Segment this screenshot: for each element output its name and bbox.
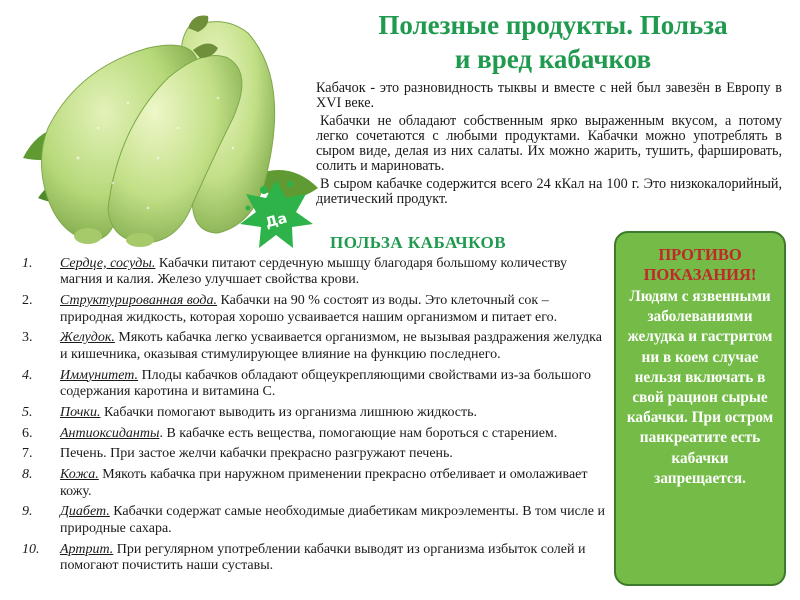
- item-term: Иммунитет.: [60, 367, 139, 383]
- benefits-heading: ПОЛЬЗА КАБАЧКОВ: [330, 233, 507, 252]
- item-text: Мякоть кабачка легко усваивается организмом, не вызывая раздражения желудка и кишечника, оказывая стимулирующее влияние на функцию последнего.: [60, 330, 602, 362]
- benefits-list: [22, 256, 610, 579]
- item-term: Артрит.: [60, 541, 114, 557]
- list-item: [22, 446, 610, 462]
- item-number: 3.: [22, 330, 33, 346]
- yes-badge-label: Да: [263, 210, 289, 232]
- contraindications-text: Людям с язвенными заболеваниями желудка и гастритом ни в коем случае нельзя включать в свой рацион сырые кабачки. При остром панкреатите есть кабачки запрещается.: [626, 288, 774, 487]
- item-text: Кабачки содержат самые необходимые диабетикам микроэлементы. В том числе и природные сахара.: [60, 504, 605, 536]
- item-term: Структурированная вода.: [60, 293, 218, 309]
- item-term: Желудок.: [60, 330, 115, 346]
- list-item: [22, 405, 610, 421]
- contraindications-panel: [614, 231, 786, 586]
- list-item: [22, 426, 610, 442]
- item-text: Плоды кабачков обладают общеукрепляющими свойствами из-за большого содержания каротина и витамина С.: [60, 367, 592, 400]
- list-item: [22, 368, 610, 401]
- item-number: 7.: [22, 446, 33, 462]
- list-item: [22, 467, 610, 500]
- item-text: Печень. При застое желчи кабачки прекрасно разгружают печень.: [60, 446, 453, 462]
- item-text: . В кабачке есть вещества, помогающие нам бороться с старением.: [159, 425, 558, 441]
- zucchini-illustration: [18, 8, 318, 253]
- contraindications-title-line2: ПОКАЗАНИЯ!: [643, 265, 757, 284]
- item-number: 9.: [22, 504, 33, 520]
- page-title-line1: Полезные продукты. Польза: [378, 10, 728, 40]
- intro-paragraph-2: Кабачки не обладают собственным ярко выраженным вкусом, а потому легко сочетаются с любыми продуктами. Кабачки можно употреблять в сыром виде, делая из них салаты. Их можно жарить, тушить, фаршировать, солить и мариновать.: [316, 112, 782, 175]
- item-number: 5.: [22, 404, 33, 420]
- item-term: Кожа.: [60, 467, 99, 483]
- intro-section: [316, 81, 782, 209]
- item-term: Сердце, сосуды.: [60, 256, 156, 271]
- intro-paragraph-1: Кабачок - это разновидность тыквы и вместе с ней был завезён в Европу в XVI веке.: [316, 80, 782, 112]
- intro-paragraph-3: В сыром кабачке содержится всего 24 кКал на 100 г. Это низкокалорийный, диетический продукт.: [316, 175, 782, 208]
- list-item: [22, 542, 610, 575]
- item-text: Кабачки на 90 % состоят из воды. Это клеточный сок – природная жидкость, которая хорошо усваивается нашим организмом и питает его.: [60, 293, 558, 325]
- contraindications-title-line1: ПРОТИВО: [658, 245, 742, 264]
- item-number: 8.: [22, 467, 33, 483]
- page-title: [318, 8, 788, 76]
- item-term: Почки.: [60, 404, 101, 420]
- item-number: 6.: [22, 425, 33, 441]
- page-title-line2: и вред кабачков: [454, 44, 652, 74]
- item-number: 4.: [22, 367, 33, 383]
- item-number: 10.: [22, 541, 40, 557]
- item-text: При регулярном употреблении кабачки выводят из организма избыток солей и помогают почистить наши суставы.: [60, 541, 586, 574]
- contraindications-title: [624, 245, 776, 285]
- item-text: Кабачки питают сердечную мышцу благодаря большому количеству магния и калия. Железо улучшает свойства крови.: [60, 256, 567, 288]
- list-item: [22, 330, 610, 363]
- item-term: Антиоксиданты: [60, 425, 160, 441]
- item-text: Мякоть кабачка при наружном применении прекрасно отбеливает и омолаживает кожу.: [60, 467, 588, 499]
- item-number: 1.: [22, 256, 33, 271]
- list-item: [22, 293, 610, 326]
- item-term: Диабет.: [60, 504, 110, 520]
- item-text: Кабачки помогают выводить из организма лишнюю жидкость.: [100, 404, 478, 420]
- list-item: [22, 504, 610, 537]
- list-item: [22, 256, 610, 289]
- item-number: 2.: [22, 293, 33, 309]
